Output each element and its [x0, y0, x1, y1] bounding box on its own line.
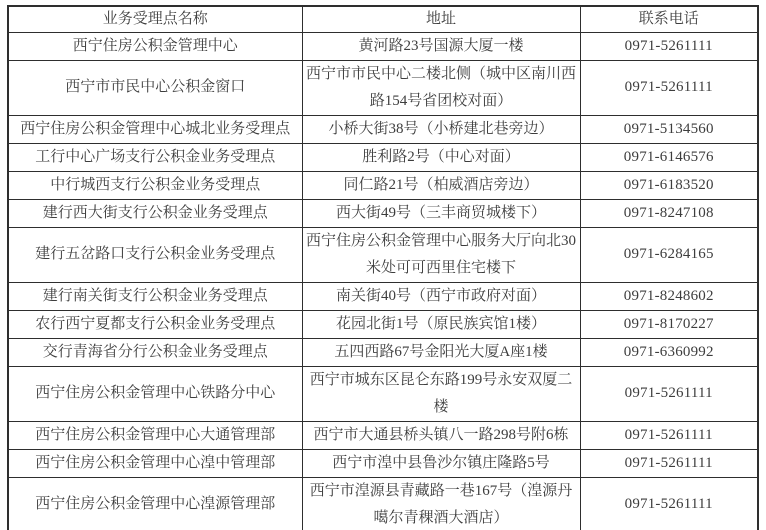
phone-cell: 0971-6284165	[580, 227, 758, 282]
name-cell: 建行南关街支行公积金业务受理点	[8, 282, 302, 310]
address-cell: 西宁市城东区昆仑东路199号永安双厦二楼	[302, 366, 580, 421]
name-cell: 西宁住房公积金管理中心城北业务受理点	[8, 115, 302, 143]
phone-cell: 0971-5261111	[580, 32, 758, 60]
phone-cell: 0971-8248602	[580, 282, 758, 310]
phone-cell: 0971-5261111	[580, 60, 758, 115]
table-row	[8, 171, 758, 199]
address-cell: 西宁住房公积金管理中心服务大厅向北30米处可可西里住宅楼下	[302, 227, 580, 282]
address-cell: 南关街40号（西宁市政府对面）	[302, 282, 580, 310]
service-points-table	[7, 5, 759, 530]
table-row	[8, 421, 758, 449]
header-row	[8, 6, 758, 32]
phone-cell: 0971-6360992	[580, 338, 758, 366]
name-cell: 农行西宁夏都支行公积金业务受理点	[8, 310, 302, 338]
table-row	[8, 338, 758, 366]
name-cell: 西宁住房公积金管理中心大通管理部	[8, 421, 302, 449]
table-row	[8, 310, 758, 338]
table-row	[8, 60, 758, 115]
name-cell: 建行五岔路口支行公积金业务受理点	[8, 227, 302, 282]
phone-cell: 0971-5261111	[580, 449, 758, 477]
name-cell: 交行青海省分行公积金业务受理点	[8, 338, 302, 366]
header-phone: 联系电话	[580, 6, 758, 32]
phone-cell: 0971-5134560	[580, 115, 758, 143]
address-cell: 花园北街1号（原民族宾馆1楼）	[302, 310, 580, 338]
address-cell: 小桥大街38号（小桥建北巷旁边）	[302, 115, 580, 143]
name-cell: 西宁住房公积金管理中心铁路分中心	[8, 366, 302, 421]
phone-cell: 0971-5261111	[580, 366, 758, 421]
address-cell: 西大街49号（三丰商贸城楼下）	[302, 199, 580, 227]
phone-cell: 0971-8170227	[580, 310, 758, 338]
address-cell: 西宁市湟源县青藏路一巷167号（湟源丹噶尔青稞酒大酒店）	[302, 477, 580, 530]
phone-cell: 0971-5261111	[580, 421, 758, 449]
table-row	[8, 32, 758, 60]
table-row	[8, 227, 758, 282]
address-cell: 西宁市大通县桥头镇八一路298号附6栋	[302, 421, 580, 449]
name-cell: 建行西大街支行公积金业务受理点	[8, 199, 302, 227]
header-name: 业务受理点名称	[8, 6, 302, 32]
table-row	[8, 477, 758, 530]
name-cell: 工行中心广场支行公积金业务受理点	[8, 143, 302, 171]
table-row	[8, 199, 758, 227]
phone-cell: 0971-5261111	[580, 477, 758, 530]
table-row	[8, 115, 758, 143]
name-cell: 西宁住房公积金管理中心	[8, 32, 302, 60]
table-row	[8, 143, 758, 171]
phone-cell: 0971-6146576	[580, 143, 758, 171]
address-cell: 同仁路21号（柏威酒店旁边）	[302, 171, 580, 199]
address-cell: 西宁市湟中县鲁沙尔镇庄隆路5号	[302, 449, 580, 477]
name-cell: 西宁住房公积金管理中心湟源管理部	[8, 477, 302, 530]
name-cell: 西宁市市民中心公积金窗口	[8, 60, 302, 115]
name-cell: 中行城西支行公积金业务受理点	[8, 171, 302, 199]
table-row	[8, 366, 758, 421]
address-cell: 五四西路67号金阳光大厦A座1楼	[302, 338, 580, 366]
header-address: 地址	[302, 6, 580, 32]
table-body	[8, 32, 758, 530]
name-cell: 西宁住房公积金管理中心湟中管理部	[8, 449, 302, 477]
address-cell: 西宁市市民中心二楼北侧（城中区南川西路154号省团校对面）	[302, 60, 580, 115]
table-row	[8, 449, 758, 477]
table-row	[8, 282, 758, 310]
address-cell: 黄河路23号国源大厦一楼	[302, 32, 580, 60]
phone-cell: 0971-6183520	[580, 171, 758, 199]
table-header	[8, 6, 758, 32]
address-cell: 胜利路2号（中心对面）	[302, 143, 580, 171]
phone-cell: 0971-8247108	[580, 199, 758, 227]
